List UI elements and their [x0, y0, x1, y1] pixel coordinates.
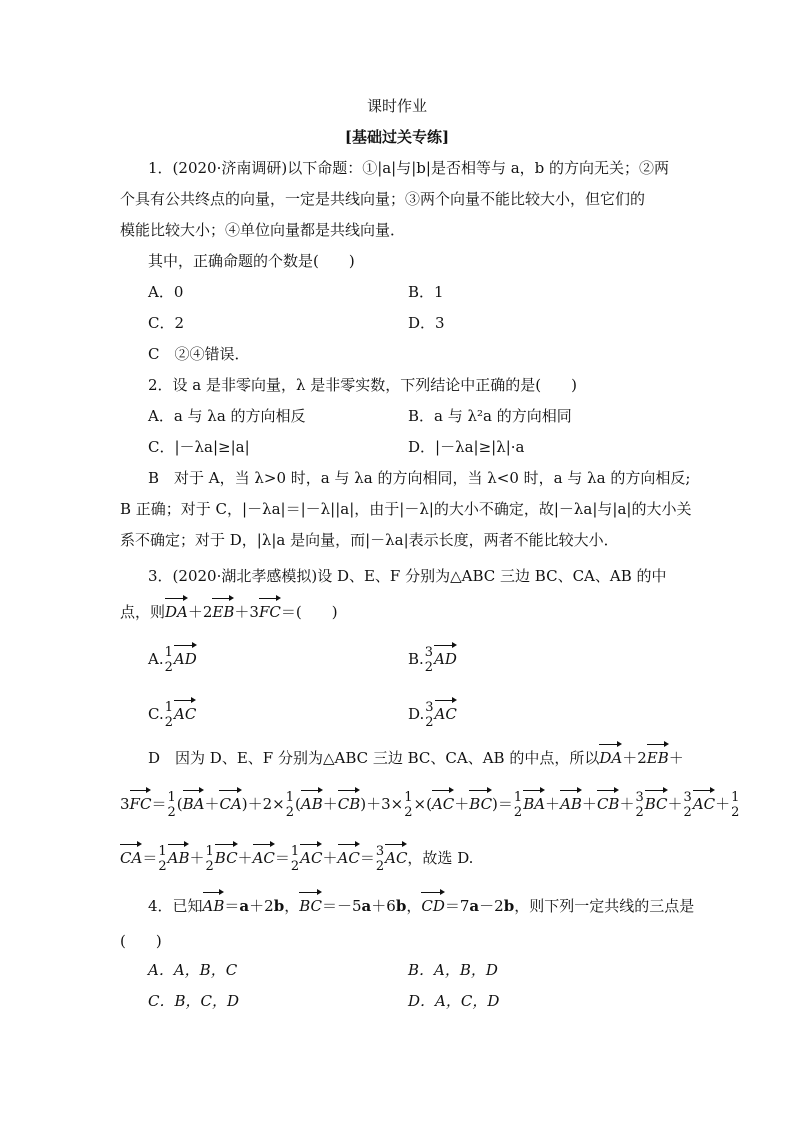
q2-answer-line-1: B 对于 A，当 λ>0 时，a 与 λa 的方向相同，当 λ<0 时，a 与 λa 的方向相反; [148, 469, 691, 487]
q3-line-2-post: ＝( ) [280, 603, 338, 621]
q2-answer-line-2: B 正确；对于 C，|－λa|＝|－λ||a|，由于|－λ|的大小不确定，故|－λa|与|a|的大小关 [120, 500, 692, 518]
q3-answer-line-1: D 因为 D、E、F 分别为△ABC 三边 BC、CA、AB 的中点，所以DA＋2EB＋ [148, 749, 684, 767]
q1-option-d: D．3 [408, 314, 445, 332]
q1-option-c: C．2 [148, 314, 185, 332]
q3-line-2: 点，则DA＋2EB＋3FC＝( ) [120, 603, 338, 621]
q4-line-2: ( ) [120, 932, 162, 950]
vector-da: DA [165, 603, 188, 621]
q1-line-3: 模能比较大小；④单位向量都是共线向量． [120, 221, 406, 239]
q3-option-c: C. 1 2 AC [148, 700, 197, 730]
q3-option-a: A. 1 2 AD [148, 645, 197, 675]
q1-answer: C ②④错误． [148, 345, 250, 363]
q2-option-b: B．a 与 λ²a 的方向相同 [408, 407, 572, 425]
q1-prompt: 其中，正确命题的个数是( ) [148, 252, 355, 270]
q2-option-c: C．|－λa|≥|a| [148, 438, 250, 456]
q2-option-d: D．|－λa|≥|λ|·a [408, 438, 525, 456]
q4-option-b: B．A，B，D [408, 961, 498, 979]
q3-line-1: 3．(2020·湖北孝感模拟)设 D、E、F 分别为△ABC 三边 BC、CA、AB 的中 [148, 567, 667, 585]
q1-line-1: 1．(2020·济南调研)以下命题：①|a|与|b|是否相等与 a，b 的方向无关；②两 [148, 159, 670, 177]
q3-answer-line-3: CA＝ 1 2 AB＋ 1 2 BC＋AC＝ 1 2 AC＋AC＝ 3 2 AC，故选 D. [120, 844, 474, 874]
section-heading: [基础过关专练] [344, 128, 450, 146]
q3-answer-end: ，故选 D. [407, 849, 474, 867]
q4-line-1: 4．已知AB＝a＋2b，BC＝－5a＋6b，CD＝7a－2b，则下列一定共线的三点是 [148, 897, 695, 915]
vector-eb: EB [212, 603, 235, 621]
vector-fc: FC [258, 603, 281, 621]
q2-answer-line-3: 系不确定；对于 D，|λ|a 是向量，而|－λa|表示长度，两者不能比较大小． [120, 531, 619, 549]
q1-option-a: A．0 [148, 283, 184, 301]
q4-option-c: C．B，C，D [148, 992, 240, 1010]
q3-answer-pre: D 因为 D、E、F 分别为△ABC 三边 BC、CA、AB 的中点，所以 [148, 749, 600, 767]
q2-option-a: A．a 与 λa 的方向相反 [148, 407, 306, 425]
q3-line-2-pre: 点，则 [120, 603, 166, 621]
q3-answer-line-2: 3FC＝ 1 2 (BA＋CA)＋2× 1 2 (AB＋CB)＋3× 1 2 ×(AC＋BC)＝ 1 2 BA＋AB＋CB＋ 3 2 BC＋ 3 2 AC＋ 1 2 [120, 790, 740, 820]
q1-line-2: 个具有公共终点的向量，一定是共线向量；③两个向量不能比较大小，但它们的 [120, 190, 646, 208]
q3-option-b: B. 3 2 AD [408, 645, 457, 675]
q3-option-d: D. 3 2 AC [408, 700, 457, 730]
q2-stem: 2．设 a 是非零向量，λ 是非零实数，下列结论中正确的是( ) [148, 376, 578, 394]
q4-option-d: D．A，C，D [408, 992, 500, 1010]
q1-option-b: B．1 [408, 283, 444, 301]
q4-option-a: A．A，B，C [148, 961, 238, 979]
q4-line-1-pre: 4．已知 [148, 897, 203, 915]
page-title: 课时作业 [366, 97, 427, 115]
q4-line-1-post: ，则下列一定共线的三点是 [514, 897, 695, 915]
